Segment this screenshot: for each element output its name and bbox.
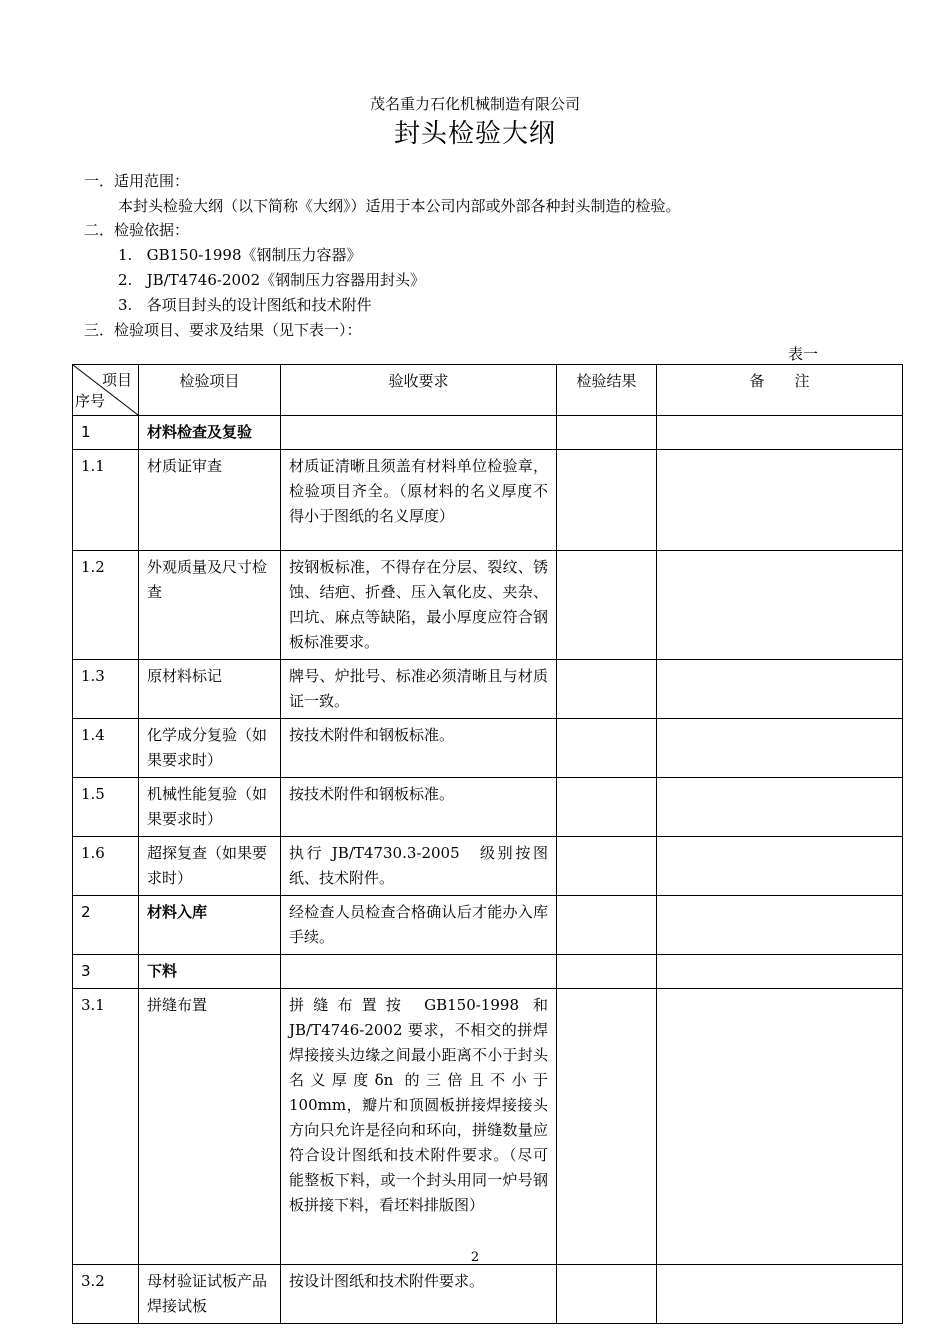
row-result-cell	[557, 416, 657, 450]
company-name: 茂名重力石化机械制造有限公司	[369, 95, 580, 113]
row-requirement-cell: 拼缝布置按 GB150-1998 和 JB/T4746-2002 要求，不相交的拼焊焊接接头边缘之间最小距离不小于封头名义厚度δn 的三倍且不小于100mm，瓣片和顶圆板拼接焊接接头方向只允许是径向和环向，拼缝数量应符合设计图纸和技术附件要求。（尽可能整板下料，或一个封头用同一炉号钢板拼接下料，看坯料排版图）	[281, 989, 557, 1265]
row-number-cell: 3.2	[73, 1265, 139, 1324]
row-note-cell	[657, 551, 903, 660]
row-item-cell: 母材验证试板产品焊接试板	[139, 1265, 281, 1324]
row-note-cell	[657, 719, 903, 778]
corner-label-item: 项目	[101, 371, 132, 389]
row-number-cell: 2	[73, 896, 139, 955]
table-row	[73, 896, 903, 955]
row-item-cell: 机械性能复验（如果要求时）	[139, 778, 281, 837]
inspection-table	[72, 364, 903, 1324]
row-item-cell: 原材料标记	[139, 660, 281, 719]
basis-item: 3. 各项目封头的设计图纸和技术附件	[118, 296, 372, 314]
row-requirement-cell	[281, 955, 557, 989]
row-requirement-cell: 经检查人员检查合格确认后才能办入库手续。	[281, 896, 557, 955]
table-caption: 表一	[788, 345, 819, 363]
table-row	[73, 719, 903, 778]
row-requirement-cell: 材质证清晰且须盖有材料单位检验章，检验项目齐全。（原材料的名义厚度不得小于图纸的名义厚度）	[281, 450, 557, 551]
row-note-cell	[657, 1265, 903, 1324]
row-result-cell	[557, 837, 657, 896]
row-requirement-cell: 按技术附件和钢板标准。	[281, 778, 557, 837]
row-item-cell: 材料入库	[139, 896, 281, 955]
section-3-heading: 三．检验项目、要求及结果（见下表一）：	[84, 321, 362, 339]
basis-item: 1. GB150-1998《钢制压力容器》	[118, 246, 362, 264]
table-row	[73, 989, 903, 1265]
row-result-cell	[557, 896, 657, 955]
row-requirement-cell: 执行 JB/T4730.3-2005 级别按图纸、技术附件。	[281, 837, 557, 896]
table-row	[73, 955, 903, 989]
row-result-cell	[557, 719, 657, 778]
row-note-cell	[657, 837, 903, 896]
header-item: 检验项目	[139, 365, 281, 416]
row-result-cell	[557, 955, 657, 989]
table-row	[73, 660, 903, 719]
header-requirement: 验收要求	[281, 365, 557, 416]
row-result-cell	[557, 1265, 657, 1324]
row-note-cell	[657, 955, 903, 989]
row-item-cell: 材质证审查	[139, 450, 281, 551]
row-note-cell	[657, 416, 903, 450]
row-item-cell: 拼缝布置	[139, 989, 281, 1265]
row-note-cell	[657, 778, 903, 837]
row-note-cell	[657, 896, 903, 955]
basis-item: 2. JB/T4746-2002《钢制压力容器用封头》	[118, 271, 426, 289]
row-number-cell: 1.3	[73, 660, 139, 719]
header-note: 备 注	[657, 365, 903, 416]
row-item-cell: 材料检查及复验	[139, 416, 281, 450]
row-result-cell	[557, 551, 657, 660]
table-row	[73, 551, 903, 660]
row-requirement-cell: 按钢板标准，不得存在分层、裂纹、锈蚀、结疤、折叠、压入氧化皮、夹杂、凹坑、麻点等缺陷，最小厚度应符合钢板标准要求。	[281, 551, 557, 660]
row-result-cell	[557, 778, 657, 837]
table-row	[73, 450, 903, 551]
row-item-cell: 化学成分复验（如果要求时）	[139, 719, 281, 778]
row-requirement-cell: 按设计图纸和技术附件要求。	[281, 1265, 557, 1324]
row-result-cell	[557, 450, 657, 551]
section-1-text: 本封头检验大纲（以下简称《大纲》）适用于本公司内部或外部各种封头制造的检验。	[118, 197, 681, 215]
section-2-heading: 二．检验依据：	[84, 221, 190, 239]
row-number-cell: 1.1	[73, 450, 139, 551]
corner-header-cell	[73, 365, 139, 416]
row-result-cell	[557, 660, 657, 719]
table-row	[73, 778, 903, 837]
row-note-cell	[657, 989, 903, 1265]
row-number-cell: 1.6	[73, 837, 139, 896]
row-requirement-cell: 按技术附件和钢板标准。	[281, 719, 557, 778]
row-requirement-cell	[281, 416, 557, 450]
row-number-cell: 1.2	[73, 551, 139, 660]
row-number-cell: 1	[73, 416, 139, 450]
section-1-heading: 一．适用范围：	[84, 172, 190, 190]
table-header-row	[73, 365, 903, 416]
document-title: 封头检验大纲	[393, 119, 556, 149]
header-result: 检验结果	[557, 365, 657, 416]
row-item-cell: 超探复查（如果要求时）	[139, 837, 281, 896]
row-number-cell: 1.4	[73, 719, 139, 778]
row-item-cell: 外观质量及尺寸检查	[139, 551, 281, 660]
row-result-cell	[557, 989, 657, 1265]
corner-label-number: 序号	[75, 392, 106, 410]
row-item-cell: 下料	[139, 955, 281, 989]
table-row	[73, 416, 903, 450]
row-requirement-cell: 牌号、炉批号、标准必须清晰且与材质证一致。	[281, 660, 557, 719]
row-number-cell: 3.1	[73, 989, 139, 1265]
row-note-cell	[657, 660, 903, 719]
row-note-cell	[657, 450, 903, 551]
table-row	[73, 1265, 903, 1324]
row-number-cell: 1.5	[73, 778, 139, 837]
row-number-cell: 3	[73, 955, 139, 989]
table-row	[73, 837, 903, 896]
page-number: 2	[470, 1250, 480, 1265]
